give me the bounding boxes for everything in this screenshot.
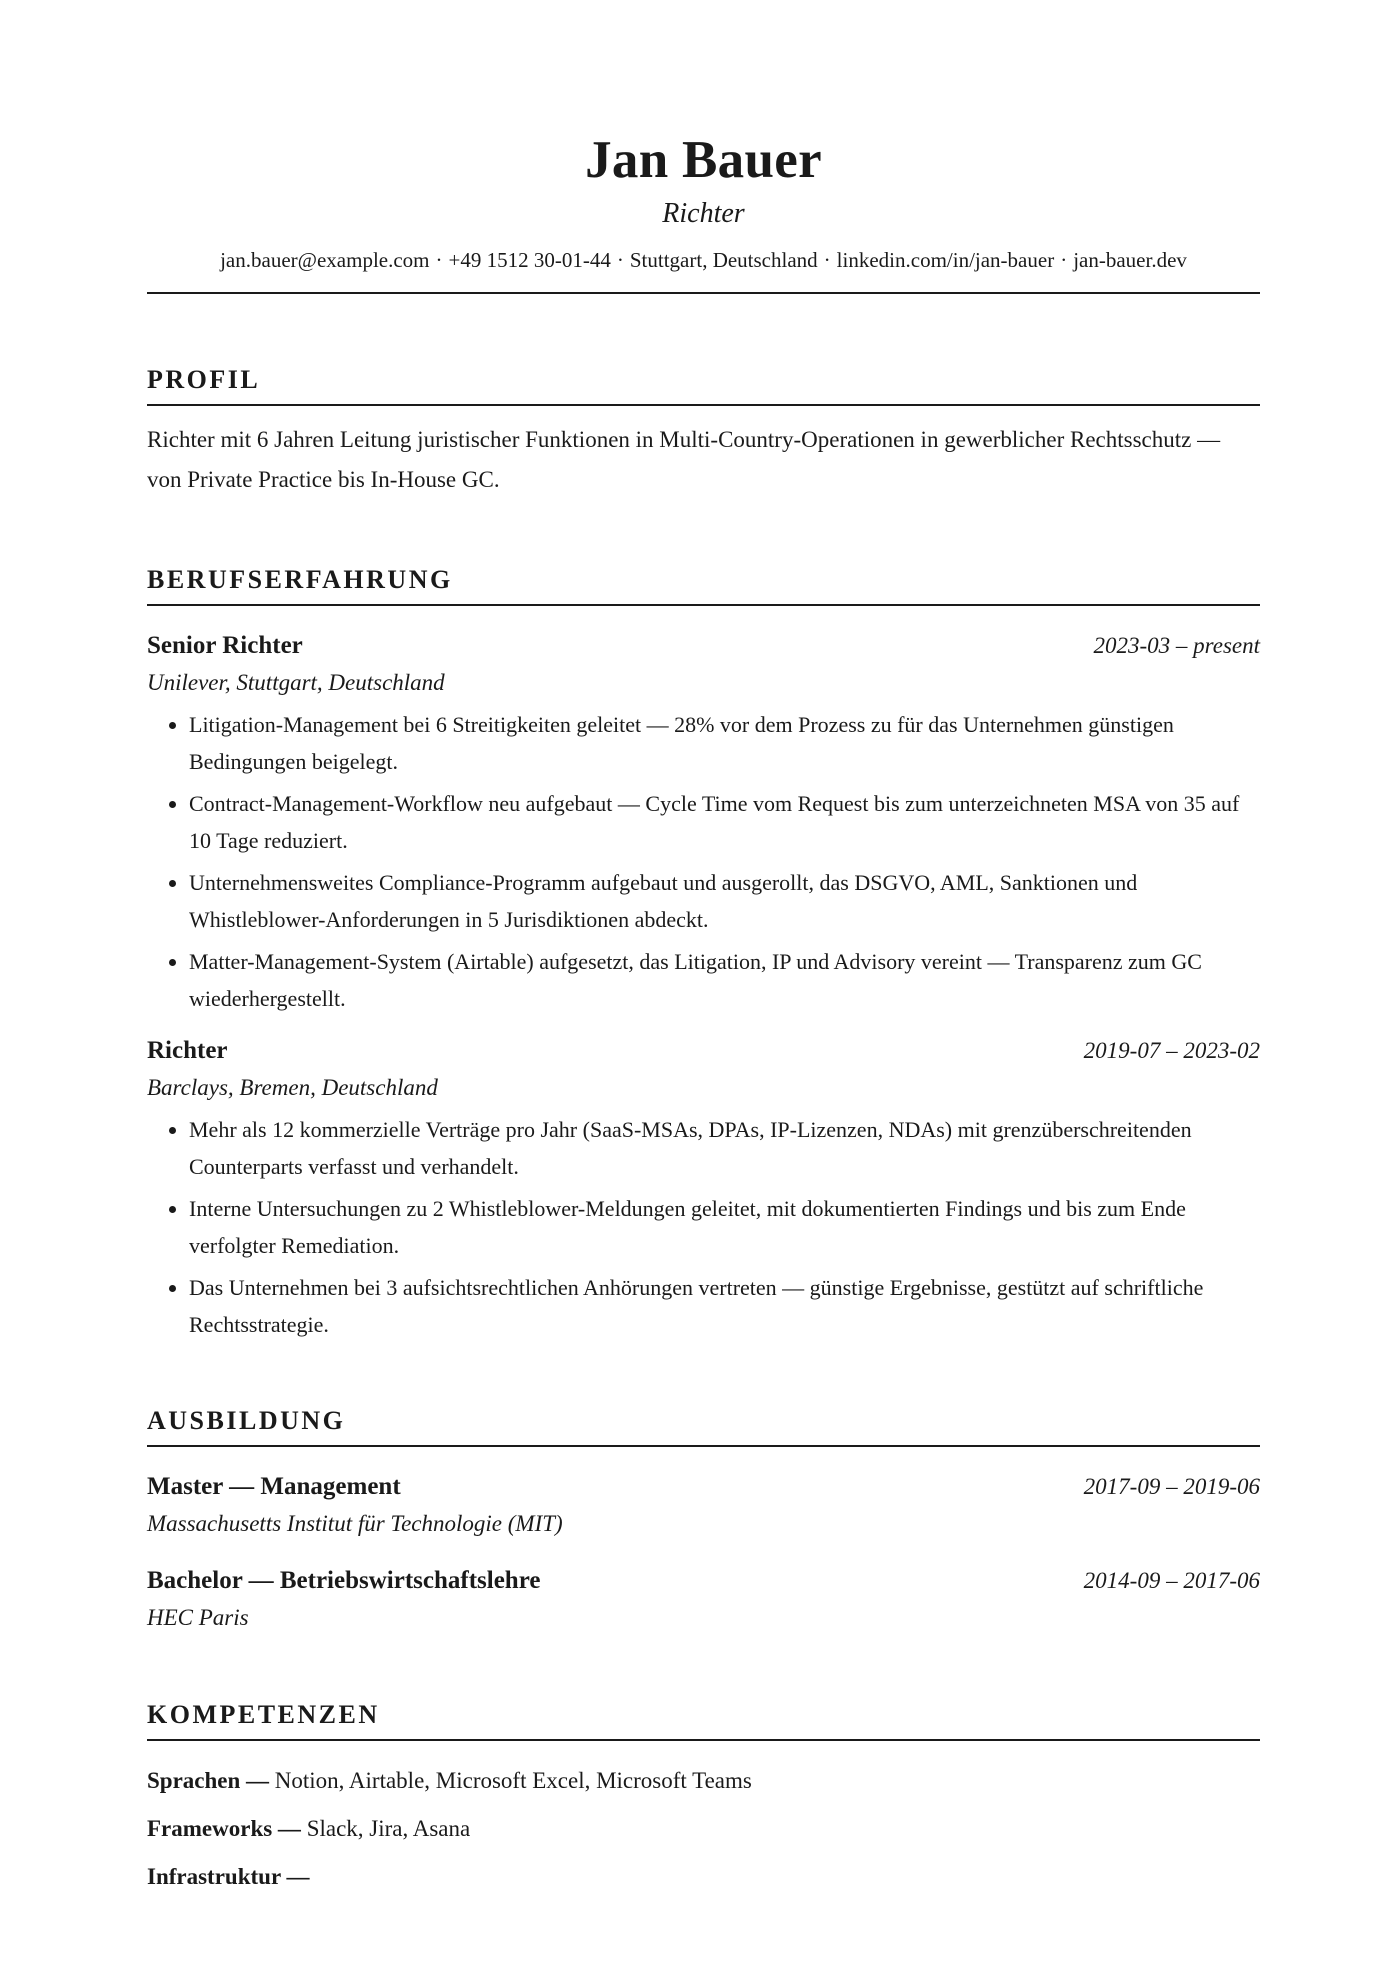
skills-section <box>147 1699 1260 1901</box>
skill-label: Infrastruktur — <box>147 1864 310 1889</box>
job-bullet: • Das Unternehmen bei 3 aufsichtsrechtlichen Anhörungen vertreten — günstige Ergebnisse, gestützt auf schriftliche Rechtsstrategie. <box>189 1269 1260 1343</box>
degree-title: Bachelor — Betriebswirtschaftslehre <box>147 1567 541 1594</box>
skill-value: Slack, Jira, Asana <box>300 1816 471 1841</box>
skill-row <box>147 1853 1260 1901</box>
section-heading-experience: BERUFSERFAHRUNG <box>147 564 1260 606</box>
experience-entry <box>147 628 1260 1017</box>
school-name: Massachusetts Institut für Technologie (MIT) <box>147 1511 563 1536</box>
job-bullet: • Contract-Management-Workflow neu aufgebaut — Cycle Time vom Request bis zum unterzeichneten MSA von 35 auf 10 Tage reduziert. <box>189 785 1260 859</box>
job-bullet: • Unternehmensweites Compliance-Programm aufgebaut und ausgerollt, das DSGVO, AML, Sanktionen und Whistleblower-Anforderungen in 5 Jurisdiktionen abdeckt. <box>189 864 1260 938</box>
contact-separator: · <box>616 248 624 272</box>
contact-separator: · <box>435 248 443 272</box>
contact-linkedin[interactable]: linkedin.com/in/jan-bauer <box>836 248 1055 272</box>
skill-row <box>147 1805 1260 1853</box>
degree-title: Master — Management <box>147 1473 401 1500</box>
candidate-title: Richter <box>662 198 745 229</box>
contact-website[interactable]: jan-bauer.dev <box>1073 248 1187 272</box>
profile-text: Richter mit 6 Jahren Leitung juristischer Funktionen in Multi-Country-Operationen in gewerblicher Rechtsschutz — von Private Practice bis In-House GC. <box>147 427 1221 492</box>
skill-label: Frameworks — <box>147 1816 301 1841</box>
degree-dates: 2017-09 – 2019-06 <box>1083 1474 1260 1499</box>
contact-separator: · <box>823 248 831 272</box>
job-dates: 2023-03 – present <box>1093 633 1260 658</box>
job-dates: 2019-07 – 2023-02 <box>1083 1038 1260 1063</box>
section-heading-skills: KOMPETENZEN <box>147 1699 1260 1741</box>
education-entry <box>147 1469 1260 1541</box>
header-divider <box>147 292 1260 294</box>
job-organization: Unilever, Stuttgart, Deutschland <box>147 670 445 695</box>
school-name: HEC Paris <box>147 1605 249 1630</box>
job-bullet: • Mehr als 12 kommerzielle Verträge pro Jahr (SaaS-MSAs, DPAs, IP-Lizenzen, NDAs) mit grenzüberschreitenden Counterparts verfasst und verhandelt. <box>189 1111 1260 1185</box>
candidate-name: Jan Bauer <box>585 131 822 189</box>
job-title: Senior Richter <box>147 632 303 659</box>
contact-location: Stuttgart, Deutschland <box>629 248 818 272</box>
resume-page <box>147 128 1260 1901</box>
experience-section <box>147 564 1260 1343</box>
contact-phone[interactable]: +49 1512 30-01-44 <box>448 248 611 272</box>
profile-section <box>147 364 1260 500</box>
contact-line <box>147 246 1260 274</box>
skill-value: Notion, Airtable, Microsoft Excel, Microsoft Teams <box>269 1768 752 1793</box>
education-section <box>147 1405 1260 1635</box>
job-organization: Barclays, Bremen, Deutschland <box>147 1075 438 1100</box>
contact-separator: · <box>1060 248 1068 272</box>
section-heading-education: AUSBILDUNG <box>147 1405 1260 1447</box>
job-bullet: • Litigation-Management bei 6 Streitigkeiten geleitet — 28% vor dem Prozess zu für das Unternehmen günstigen Bedingungen beigelegt. <box>189 706 1260 780</box>
job-bullet: • Interne Untersuchungen zu 2 Whistleblower-Meldungen geleitet, mit dokumentierten Findings und bis zum Ende verfolgter Remediation. <box>189 1190 1260 1264</box>
section-heading-profile: PROFIL <box>147 364 1260 406</box>
job-bullet: • Matter-Management-System (Airtable) aufgesetzt, das Litigation, IP und Advisory vereint — Transparenz zum GC wiederhergestellt. <box>189 943 1260 1017</box>
education-entry <box>147 1563 1260 1635</box>
experience-entry <box>147 1033 1260 1343</box>
contact-email[interactable]: jan.bauer@example.com <box>220 248 430 272</box>
skills-list <box>147 1757 1260 1901</box>
job-bullets <box>147 706 1260 1017</box>
skill-label: Sprachen — <box>147 1768 270 1793</box>
resume-header <box>147 128 1260 294</box>
skill-row <box>147 1757 1260 1805</box>
job-title: Richter <box>147 1037 228 1064</box>
job-bullets <box>147 1111 1260 1343</box>
degree-dates: 2014-09 – 2017-06 <box>1083 1568 1260 1593</box>
